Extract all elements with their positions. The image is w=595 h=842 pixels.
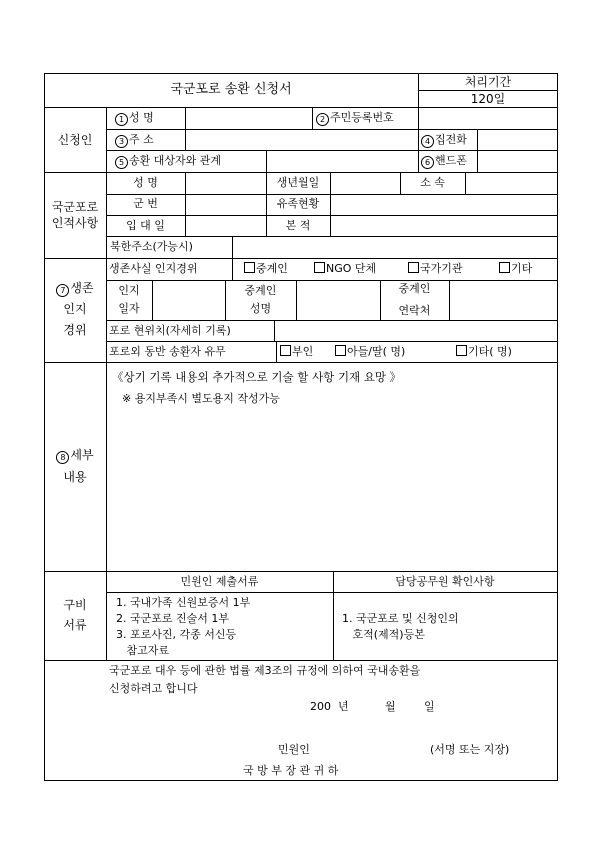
companion-option-wife[interactable]: 부인 — [280, 345, 313, 359]
pow-location-label: 포로 현위치(자세히 기록) — [109, 324, 231, 337]
survival-section-label: 7 생존 — [44, 281, 106, 297]
survival-section-label-3: 경위 — [63, 323, 87, 337]
applicant-home-phone-field[interactable] — [479, 130, 556, 150]
applicant-document-item: 1. 국내가족 신원보증서 1부 — [116, 596, 251, 609]
option-broker[interactable]: 중계인 — [244, 262, 288, 276]
applicant-name-label: 1 성 명 — [115, 111, 154, 126]
signature-field[interactable] — [325, 740, 425, 758]
form-title: 국군포로 송환 신청서 — [170, 82, 292, 97]
declaration-line-2: 신청하려고 합니다 — [109, 682, 198, 695]
companion-label: 포로외 동반 송환자 유무 — [109, 345, 226, 358]
companion-other-checkbox[interactable] — [456, 345, 467, 356]
applicant-address-label: 3 주 소 — [115, 133, 154, 148]
applicant-mobile-label: 6 핸드폰 — [421, 154, 467, 169]
details-note: ※ 용지부족시 별도용지 작성가능 — [122, 392, 280, 405]
pow-name-label: 성 명 — [133, 176, 158, 189]
broker-name-field[interactable] — [298, 281, 379, 320]
broker-name-label-1: 중계인 — [244, 284, 277, 297]
known-date-label-1: 인지 — [118, 284, 140, 297]
details-section-label: 8 세부 — [44, 448, 106, 464]
ngo-checkbox[interactable] — [314, 262, 325, 273]
processing-period-label: 처리기간 — [464, 75, 512, 89]
broker-contact-field[interactable] — [451, 281, 556, 320]
option-other[interactable]: 기타 — [499, 262, 532, 276]
pow-birthdate-label: 생년월일 — [276, 176, 320, 189]
pow-service-number-field[interactable] — [187, 195, 265, 215]
date-year: 200 년 — [310, 700, 349, 713]
declaration-line-1: 국군포로 대우 등에 관한 법률 제3조의 규정에 의하여 국내송환을 — [109, 664, 421, 677]
officer-check-item: 호적(제적)등본 — [342, 628, 425, 641]
documents-section-label-2: 서류 — [63, 618, 87, 632]
date-month: 월 — [385, 700, 396, 713]
pow-nk-address-field[interactable] — [234, 237, 556, 258]
children-checkbox[interactable] — [335, 345, 346, 356]
companion-option-other[interactable]: 기타( 명) — [456, 345, 512, 359]
details-section-label-2: 내용 — [63, 470, 87, 484]
pow-section-label-2: 인적사항 — [51, 216, 99, 230]
applicant-document-item: 2. 국군포로 진술서 1부 — [116, 612, 229, 625]
survival-route-label: 생존사실 인지경위 — [109, 262, 198, 275]
applicant-document-item: 참고자료 — [116, 644, 169, 657]
sign-instruction: (서명 또는 지장) — [430, 743, 510, 756]
pow-location-field[interactable] — [276, 321, 556, 341]
pow-domicile-field[interactable] — [332, 216, 556, 236]
pow-family-field[interactable] — [332, 195, 556, 215]
applicant-sign-label: 민원인 — [278, 743, 310, 756]
pow-unit-field[interactable] — [467, 173, 556, 194]
option-government[interactable]: 국가기관 — [408, 262, 463, 276]
applicant-mobile-field[interactable] — [479, 151, 556, 172]
pow-domicile-label: 본 적 — [285, 219, 311, 232]
broker-contact-label-2: 연락처 — [398, 304, 431, 317]
details-instruction: 《상기 기록 내용외 추가적으로 기술 할 사항 기재 요망 》 — [112, 370, 402, 384]
pow-unit-label: 소 속 — [420, 176, 445, 189]
pow-service-number-label: 군 번 — [133, 197, 158, 210]
applicant-relation-label: 5 송환 대상자와 관계 — [115, 154, 221, 169]
pow-section-label-1: 국군포로 — [51, 200, 99, 214]
companion-option-children[interactable]: 아들/딸( 명) — [335, 345, 405, 359]
wife-checkbox[interactable] — [280, 345, 291, 356]
officer-check-header: 담당공무원 확인사항 — [395, 575, 495, 588]
applicant-section-label: 신청인 — [57, 133, 93, 147]
officer-check-item: 1. 국군포로 및 신청인의 — [342, 612, 459, 625]
broker-contact-label-1: 중계인 — [398, 282, 431, 295]
survival-section-label-2: 인지 — [63, 302, 87, 316]
applicant-relation-field[interactable] — [268, 151, 417, 172]
applicant-name-field[interactable] — [187, 108, 311, 129]
pow-enlist-date-label: 입 대 일 — [126, 219, 165, 232]
pow-nk-address-label: 북한주소(가능시) — [110, 240, 193, 253]
broker-checkbox[interactable] — [244, 262, 255, 273]
government-checkbox[interactable] — [408, 262, 419, 273]
applicant-address-field[interactable] — [187, 130, 417, 150]
applicant-document-item: 3. 포로사진, 각종 서신등 — [116, 628, 237, 641]
pow-family-label: 유족현황 — [276, 197, 320, 210]
applicant-rrn-field[interactable] — [420, 108, 556, 129]
details-textarea[interactable] — [108, 410, 556, 570]
option-ngo[interactable]: NGO 단체 — [314, 262, 376, 276]
recipient: 국 방 부 장 관 귀 하 — [243, 764, 339, 777]
pow-name-field[interactable] — [187, 173, 265, 194]
processing-period-value: 120일 — [470, 92, 506, 106]
applicant-rrn-label: 2 주민등록번호 — [316, 111, 394, 126]
date-day: 일 — [424, 700, 435, 713]
applicant-home-phone-label: 4 집전화 — [421, 133, 467, 148]
documents-section-label-1: 구비 — [63, 598, 87, 612]
broker-name-label-2: 성명 — [249, 302, 272, 315]
pow-birthdate-field[interactable] — [332, 173, 399, 194]
applicant-documents-header: 민원인 제출서류 — [180, 575, 259, 588]
known-date-field[interactable] — [154, 281, 224, 320]
pow-enlist-date-field[interactable] — [187, 216, 265, 236]
other-checkbox[interactable] — [499, 262, 510, 273]
known-date-label-2: 일자 — [118, 302, 140, 315]
